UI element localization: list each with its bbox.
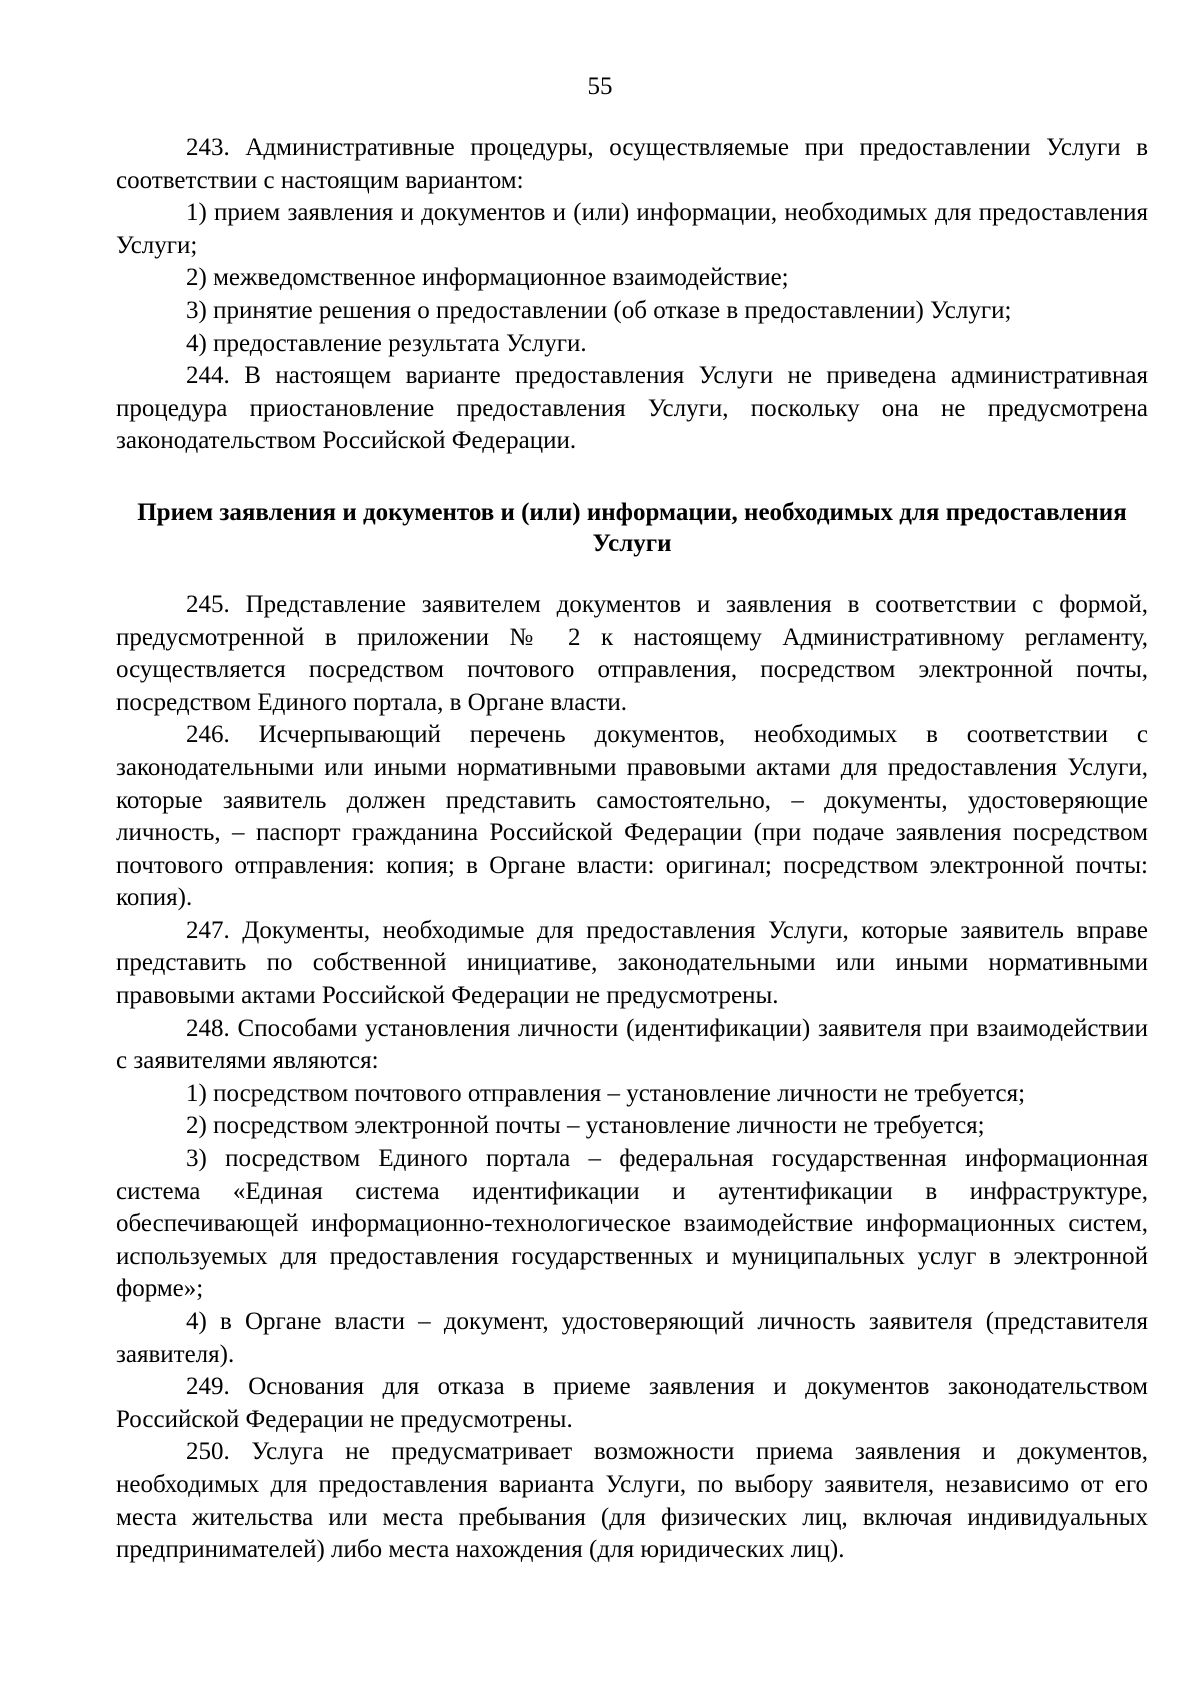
document-body (116, 132, 1148, 1567)
paragraph-243: 243. Административные процедуры, осуществляемые при предоставлении Услуги в соответствии с настоящим вариантом: (116, 134, 1148, 194)
list-item-4: 4) предоставление результата Услуги. (186, 329, 587, 357)
identification-item-2: 2) посредством электронной почты – установление личности не требуется; (186, 1112, 985, 1140)
section-heading: Прием заявления и документов и (или) информации, необходимых для предоставления Услуги (137, 498, 1127, 557)
paragraph-245: 245. Представление заявителем документов и заявления в соответствии с формой, предусмотренной в приложении № 2 к настоящему Административному регламенту, осуществляется посредством почтового отправления, посредством электронной почты, посредством Единого портала, в Органе власти. (116, 590, 1148, 716)
identification-item-4: 4) в Органе власти – документ, удостоверяющий личность заявителя (представителя заявителя). (116, 1308, 1148, 1368)
paragraph-247: 247. Документы, необходимые для предоставления Услуги, которые заявитель вправе представить по собственной инициативе, законодательными или иными нормативными правовыми актами Российской Федерации не предусмотрены. (116, 916, 1148, 1010)
paragraph-244: 244. В настоящем варианте предоставления Услуги не приведена административная процедура приостановление предоставления Услуги, поскольку она не предусмотрена законодательством Российской Федерации. (116, 362, 1148, 455)
identification-item-1: 1) посредством почтового отправления – установление личности не требуется; (186, 1079, 1026, 1107)
list-item-1: 1) прием заявления и документов и (или) информации, необходимых для предоставления Услуги; (116, 199, 1148, 259)
paragraph-248: 248. Способами установления личности (идентификации) заявителя при взаимодействии с заявителями являются: (116, 1014, 1148, 1075)
list-item-3: 3) принятие решения о предоставлении (об отказе в предоставлении) Услуги; (186, 296, 1012, 324)
list-item-2: 2) межведомственное информационное взаимодействие; (186, 264, 789, 292)
paragraph-246: 246. Исчерпывающий перечень документов, необходимых в соответствии с законодательными или иными нормативными правовыми актами для предоставления Услуги, которые заявитель должен представить самостоятельно, – документы, удостоверяющие личность, – паспорт гражданина Российской Федерации (при подаче заявления посредством почтового отправления: копия; в Органе власти: оригинал; посредством электронной почты: копия). (116, 721, 1148, 912)
paragraph-249: 249. Основания для отказа в приеме заявления и документов законодательством Российской Федерации не предусмотрены. (116, 1373, 1148, 1433)
identification-item-3: 3) посредством Единого портала – федеральная государственная информационная система «Единая система идентификации и аутентификации в инфраструктуре, обеспечивающей информационно-технологическое взаимодействие информационных систем, используемых для предоставления государственных и муниципальных услуг в электронной форме»; (116, 1145, 1148, 1303)
page-number: 55 (587, 73, 613, 100)
paragraph-250: 250. Услуга не предусматривает возможности приема заявления и документов, необходимых для предоставления варианта Услуги, по выбору заявителя, независимо от его места жительства или места пребывания (для физических лиц, включая индивидуальных предпринимателей) либо места нахождения (для юридических лиц). (116, 1438, 1148, 1564)
